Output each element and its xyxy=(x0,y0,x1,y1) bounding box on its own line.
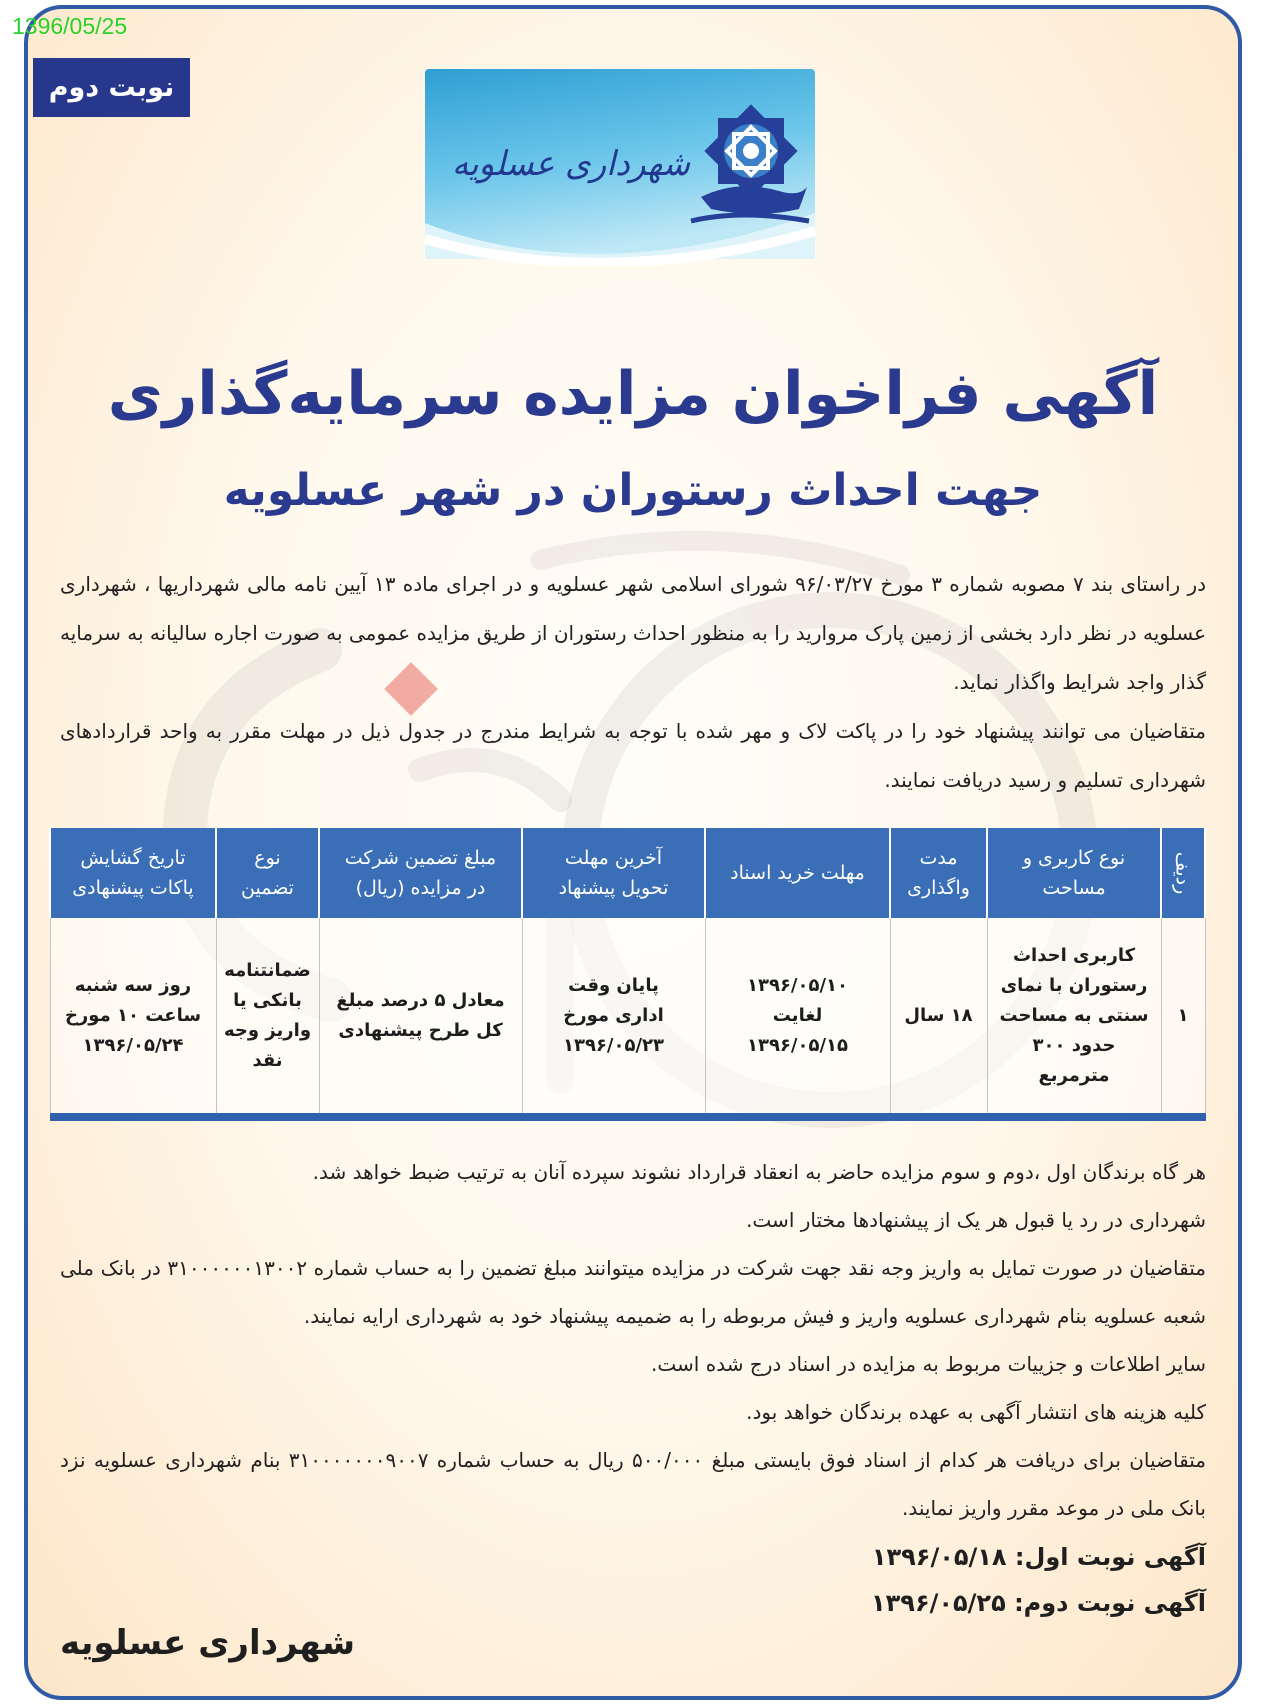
cell-line: کل طرح پیشنهادی xyxy=(338,1019,503,1041)
cell-line: کاربری احداث xyxy=(1012,944,1136,966)
second-publication-date: آگهی نوبت دوم: ۱۳۹۶/۰۵/۲۵ xyxy=(871,1589,1206,1617)
header-guarantee-amount xyxy=(319,828,522,918)
cell-line: پایان وقت xyxy=(568,974,659,996)
header-label: پاکات پیشنهادی xyxy=(72,877,194,899)
cell-document-purchase-deadline xyxy=(705,918,890,1117)
cell-line: ۱۳۹۶/۰۵/۲۴ xyxy=(82,1034,184,1056)
cell-line: ساعت ۱۰ مورخ xyxy=(64,1004,202,1026)
header-row-number xyxy=(1161,828,1205,918)
cell-line: ۱۳۹۶/۰۵/۱۵ xyxy=(746,1034,849,1056)
auction-table xyxy=(49,828,1206,1121)
municipality-emblem-icon xyxy=(704,104,797,197)
logo-text: شهرداری عسلویه xyxy=(452,144,691,184)
table-header-row xyxy=(50,828,1205,918)
cell-line: معادل ۵ درصد مبلغ xyxy=(336,989,505,1011)
cell-line: ۱۳۹۶/۰۵/۱۰ xyxy=(746,974,849,996)
intro-paragraph: متقاضیان می توانند پیشنهاد خود را در پاکت لاک و مهر شده با توجه به شرایط مندرج در جدول ذیل در مهلت مقرر به واحد قراردادهای شهرداری تسلیم و رسید دریافت نمایند. xyxy=(60,719,1206,792)
publication-dates xyxy=(506,1534,1206,1626)
header-label: آخرین مهلت xyxy=(564,847,663,869)
cell-line: سنتی به مساحت xyxy=(999,1004,1149,1026)
cell-line: مترمربع xyxy=(1038,1064,1110,1086)
intro-paragraph: در راستای بند ۷ مصوبه شماره ۳ مورخ ۹۶/۰۳/۲۷ شورای اسلامی شهر عسلویه و در اجرای ماده ۱۳ آیین نامه مالی شهرداریها ، شهرداری عسلویه در نظر دارد بخشی از زمین پارک مروارید را به منظور احداث رستوران از طریق مزایده عمومی به صورت اجاره سالیانه به سرمایه گذار واجد شرایط واگذار نماید. xyxy=(60,572,1207,694)
cell-usage-area xyxy=(987,918,1161,1117)
cell-line: ضمانتنامه xyxy=(224,959,311,981)
cell-line: حدود ۳۰۰ xyxy=(1032,1034,1116,1056)
header-label: مدت xyxy=(919,847,958,869)
header-label: تضمین xyxy=(241,877,294,899)
note-item: کلیه هزینه های انتشار آگهی به عهده برندگان خواهد بود. xyxy=(746,1400,1206,1424)
cell-line: رستوران با نمای xyxy=(1000,974,1148,996)
header-opening-date xyxy=(50,828,216,918)
header-label: تحویل پیشنهاد xyxy=(558,877,669,899)
cell-line: ۱۳۹۶/۰۵/۲۳ xyxy=(562,1034,665,1056)
header-label: واگذاری xyxy=(907,877,970,899)
header-label: تاریخ گشایش xyxy=(80,847,186,869)
stamp-date: 1396/05/25 xyxy=(12,13,128,39)
header-label: در مزایده (ریال) xyxy=(355,877,486,899)
header-submission-deadline xyxy=(522,828,705,918)
page-title: آگهی فراخوان مزایده سرمایه‌گذاری xyxy=(107,359,1159,429)
header-label: نوع کاربری و xyxy=(1022,847,1126,869)
note-item: متقاضیان در صورت تمایل به واریز وجه نقد جهت شرکت در مزایده میتوانند مبلغ تضمین را به حساب شماره ۳۱۰۰۰۰۰۰۱۳۰۰۲ در بانک ملی شعبه عسلویه بنام شهرداری عسلویه واریز و فیش مربوطه را به ضمیمه پیشنهاد خود به شهرداری ارایه نمایند. xyxy=(60,1256,1206,1328)
header-label: مبلغ تضمین شرکت xyxy=(344,847,497,869)
cell-line: روز سه شنبه xyxy=(74,974,192,996)
cell-line: ۱۸ سال xyxy=(904,1004,973,1026)
cell-lease-term xyxy=(890,918,987,1117)
header-document-purchase-deadline xyxy=(705,828,890,918)
table-row xyxy=(50,918,1205,1117)
page-subtitle: جهت احداث رستوران در شهر عسلویه xyxy=(223,465,1043,516)
note-item: سایر اطلاعات و جزییات مربوط به مزایده در اسناد درج شده است. xyxy=(651,1352,1206,1376)
cell-guarantee-type xyxy=(216,918,319,1117)
cell-line: نقد xyxy=(252,1049,283,1071)
cell-row-number xyxy=(1161,918,1205,1117)
header-label: نوع xyxy=(254,847,281,869)
header-label: مساحت xyxy=(1042,877,1106,899)
cell-line: اداری مورخ xyxy=(563,1004,664,1026)
municipality-logo xyxy=(419,63,821,266)
note-item: شهرداری در رد یا قبول هر یک از پیشنهادها مختار است. xyxy=(746,1208,1206,1232)
first-publication-date: آگهی نوبت اول: ۱۳۹۶/۰۵/۱۸ xyxy=(871,1543,1206,1571)
header-label: ردیف xyxy=(1171,851,1194,895)
header-usage-area xyxy=(987,828,1161,918)
header-lease-term xyxy=(890,828,987,918)
terms-notes xyxy=(60,1148,1206,1532)
cell-opening-date xyxy=(50,918,216,1117)
cell-line: ۱ xyxy=(1177,1004,1189,1026)
publication-badge: نوبت دوم xyxy=(33,58,190,117)
note-item: هر گاه برندگان اول ،دوم و سوم مزایده حاضر به انعقاد قرارداد نشوند سپرده آنان به ترتیب ضبط خواهد شد. xyxy=(312,1160,1206,1184)
cell-line: لغایت xyxy=(772,1004,823,1026)
intro-text xyxy=(60,560,1206,805)
note-item: متقاضیان برای دریافت هر کدام از اسناد فوق بایستی مبلغ ۵۰۰/۰۰۰ ریال به حساب شماره ۳۱۰۰۰۰۰۰۰۹۰۰۷ بنام شهرداری عسلویه نزد بانک ملی در موعد مقرر واریز نمایند. xyxy=(60,1448,1206,1520)
header-guarantee-type xyxy=(216,828,319,918)
signature: شهرداری عسلویه xyxy=(60,1623,356,1663)
cell-line: واریز وجه xyxy=(223,1019,312,1041)
cell-guarantee-amount xyxy=(319,918,522,1117)
cell-line: بانکی یا xyxy=(233,989,302,1011)
header-label: مهلت خرید اسناد xyxy=(730,862,865,884)
cell-submission-deadline xyxy=(522,918,705,1117)
